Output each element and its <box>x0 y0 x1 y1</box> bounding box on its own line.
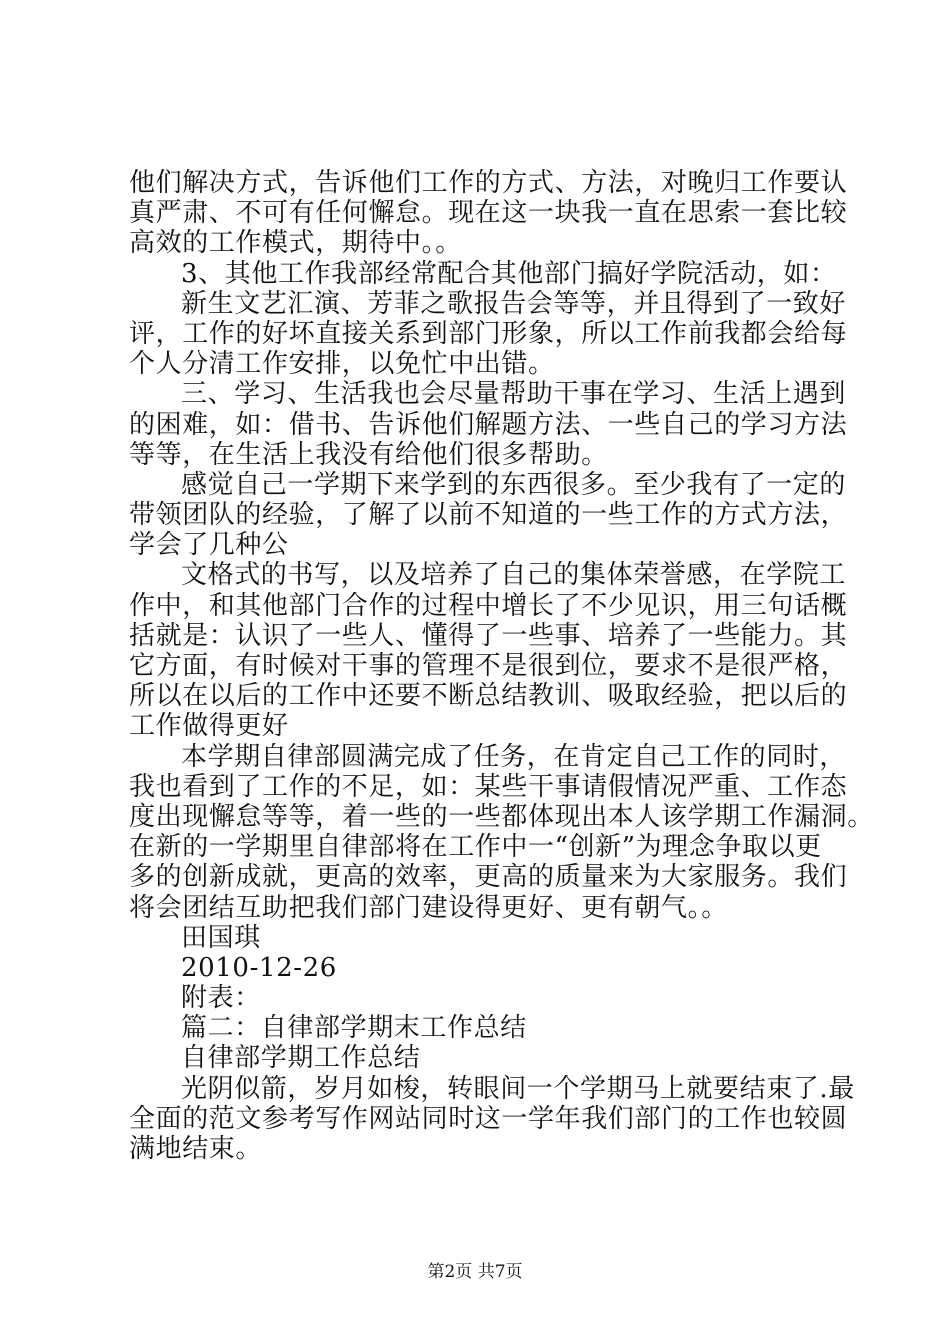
text-line: 3、其他工作我部经常配合其他部门搞好学院活动，如： <box>181 258 837 289</box>
text-line: 我也看到了工作的不足，如：某些干事请假情况严重、工作态 <box>129 771 848 802</box>
text-line: 满地结束。 <box>129 1134 263 1164</box>
signature-date: 2010-12-26 <box>181 952 337 983</box>
text-line: 它方面，有时候对干事的管理不是很到位，要求不是很严格， <box>129 651 848 681</box>
page-number-label: 第2页 共7页 <box>427 1262 523 1282</box>
text-line: 评，工作的好坏直接关系到部门形象，所以工作前我都会给每 <box>129 318 848 349</box>
text-line: 作中，和其他部门合作的过程中增长了不少见识，用三句话概 <box>129 590 848 621</box>
text-line: 高效的工作模式，期待中。。 <box>129 228 462 259</box>
text-line: 附表： <box>181 983 261 1014</box>
text-line: 三、学习、生活我也会尽量帮助干事在学习、生活上遇到 <box>181 379 847 410</box>
text-line: 括就是：认识了一些人、懂得了一些事、培养了一些能力。其 <box>129 620 848 651</box>
page-footer <box>0 1262 950 1282</box>
text-line: 的困难，如：借书、告诉他们解题方法、一些自己的学习方法 <box>129 409 848 440</box>
text-line: 多的创新成就，更高的效率，更高的质量来为大家服务。我们 <box>129 862 848 893</box>
text-line: 他们解决方式，告诉他们工作的方式、方法，对晚归工作要认 <box>129 168 848 198</box>
text-line: 本学期自律部圆满完成了任务，在肯定自己工作的同时， <box>181 741 847 772</box>
text-line: 新生文艺汇演、芳菲之歌报告会等等，并且得到了一致好 <box>181 288 847 319</box>
text-line: 真严肃、不可有任何懈怠。现在这一块我一直在思索一套比较 <box>129 198 848 229</box>
text-line: 感觉自己一学期下来学到的东西很多。至少我有了一定的 <box>181 469 847 500</box>
text-line: 带领团队的经验，了解了以前不知道的一些工作的方式方法， <box>129 500 848 531</box>
text-line: 将会团结互助把我们部门建设得更好、更有朝气。。 <box>129 892 728 923</box>
text-line: 在新的一学期里自律部将在工作中一“创新”为理念争取以更 <box>129 832 822 863</box>
section-title: 自律部学期工作总结 <box>181 1043 421 1074</box>
section-heading: 篇二：自律部学期末工作总结 <box>181 1013 527 1044</box>
text-line: 等等，在生活上我没有给他们很多帮助。 <box>129 439 608 470</box>
text-line: 学会了几种公 <box>129 530 289 561</box>
text-line: 光阴似箭，岁月如梭，转眼间一个学期马上就要结束了.最 <box>181 1073 855 1104</box>
text-line: 文格式的书写，以及培养了自己的集体荣誉感，在学院工 <box>181 560 847 591</box>
text-line: 度出现懈怠等等，着一些的一些都体现出本人该学期工作漏洞。 <box>129 801 874 832</box>
text-line: 工作做得更好 <box>129 711 289 742</box>
text-line: 个人分清工作安排，以免忙中出错。 <box>129 349 555 380</box>
document-body <box>129 168 874 1164</box>
signature-name: 田国琪 <box>181 922 261 953</box>
text-line: 全面的范文参考写作网站同时这一学年我们部门的工作也较圆 <box>129 1103 848 1134</box>
text-line: 所以在以后的工作中还要不断总结教训、吸取经验，把以后的 <box>129 681 848 712</box>
